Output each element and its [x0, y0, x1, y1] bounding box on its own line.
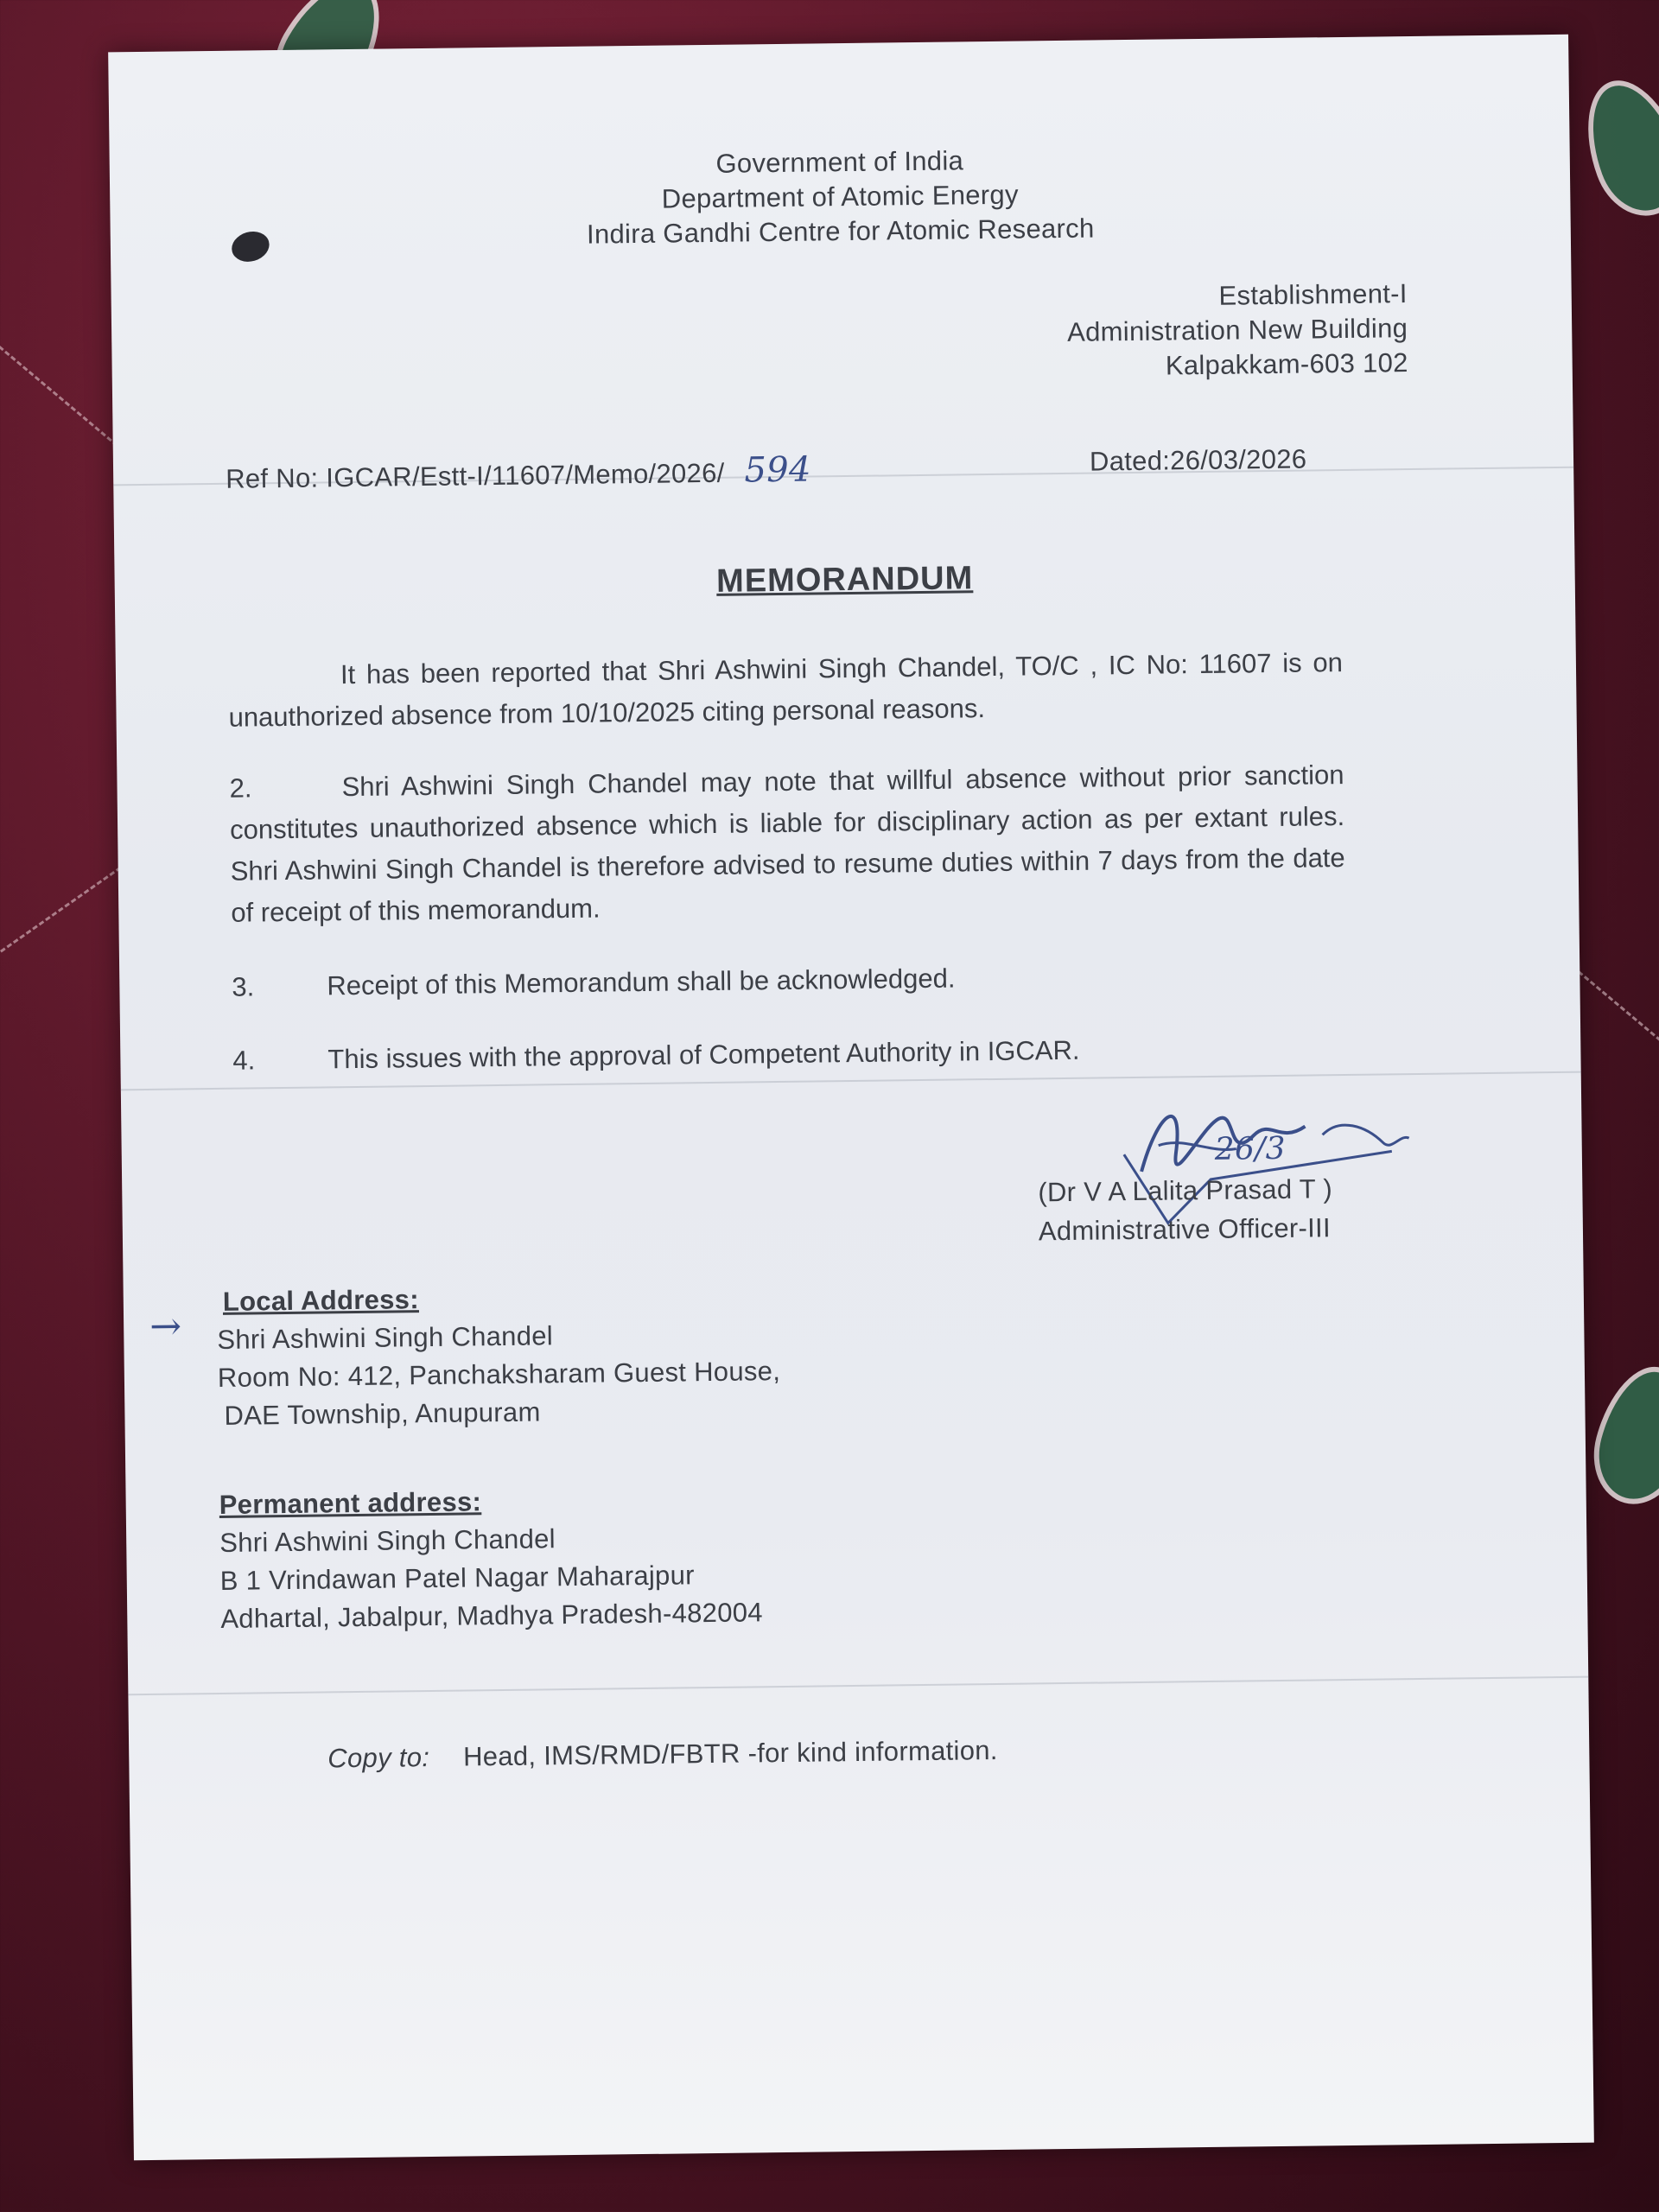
reference-number: Ref No: IGCAR/Estt-I/11607/Memo/2026/ — [225, 457, 725, 494]
office-line-establishment: Establishment-I — [1218, 278, 1408, 311]
office-line-location: Kalpakkam-603 102 — [1165, 347, 1408, 381]
paragraph-2-text: Shri Ashwini Singh Chandel may note that willful absence without prior sanction constitutes unauthorized absence which is liable for disciplinary action as per extant rules. Shri Ashwini Singh Chandel is therefore advised to resume duties within 7 days from the date of receipt of this memorandum. — [229, 760, 1345, 928]
paragraph-4-text: This issues with the approval of Competent Authority in IGCAR. — [327, 1034, 1080, 1075]
signatory-name: (Dr V A Lalita Prasad T ) — [1038, 1173, 1333, 1208]
dated-value: 26/03/2026 — [1169, 443, 1307, 476]
paper-fold — [128, 1676, 1588, 1696]
paragraph-3-number: 3. — [232, 971, 255, 1002]
local-address-heading: Local Address: — [222, 1284, 420, 1317]
copy-to-label: Copy to: — [327, 1742, 430, 1774]
arrow-mark: → — [149, 1304, 182, 1349]
local-address-line-2: Room No: 412, Panchaksharam Guest House, — [217, 1356, 781, 1393]
paragraph-2 — [229, 754, 1345, 934]
dated-line — [1090, 444, 1307, 478]
reference-line — [226, 450, 811, 497]
paragraph-1 — [228, 642, 1344, 739]
local-address-line-3: DAE Township, Anupuram — [224, 1396, 541, 1431]
paragraph-4-number: 4. — [232, 1045, 256, 1076]
signatory-designation: Administrative Officer-III — [1038, 1212, 1332, 1247]
fabric-leaf — [1582, 1357, 1659, 1515]
fabric-leaf — [1568, 67, 1659, 228]
memorandum-paper — [108, 35, 1594, 2160]
memorandum-title: MEMORANDUM — [715, 560, 974, 600]
paragraph-2-number: 2. — [229, 772, 252, 804]
office-line-building: Administration New Building — [1066, 313, 1408, 347]
permanent-address-heading: Permanent address: — [219, 1486, 482, 1520]
paragraph-3 — [232, 953, 1346, 1008]
handwritten-reference-number: 594 — [744, 449, 811, 491]
copy-to-value: Head, IMS/RMD/FBTR -for kind information. — [462, 1734, 998, 1772]
permanent-address-line-2: B 1 Vrindawan Patel Nagar Maharajpur — [219, 1560, 695, 1596]
header-line-centre: Indira Gandhi Centre for Atomic Research — [586, 213, 1095, 250]
local-address-line-1: Shri Ashwini Singh Chandel — [217, 1320, 554, 1355]
paragraph-4 — [232, 1027, 1347, 1082]
handwritten-signature-date: 26/3 — [1214, 1130, 1287, 1167]
paragraph-1-text: It has been reported that Shri Ashwini Singh Chandel, TO/C , IC No: 11607 is on unauthorized absence from 10/10/2025 citing personal reasons. — [228, 647, 1344, 733]
permanent-address-line-3: Adhartal, Jabalpur, Madhya Pradesh-482004 — [220, 1597, 764, 1634]
header-line-government: Government of India — [715, 145, 964, 179]
paragraph-3-text: Receipt of this Memorandum shall be acknowledged. — [327, 963, 956, 1001]
dated-label: Dated: — [1089, 445, 1171, 477]
header-line-department: Department of Atomic Energy — [661, 179, 1019, 214]
permanent-address-line-1: Shri Ashwini Singh Chandel — [219, 1523, 556, 1558]
copy-to-line — [327, 1735, 998, 1774]
